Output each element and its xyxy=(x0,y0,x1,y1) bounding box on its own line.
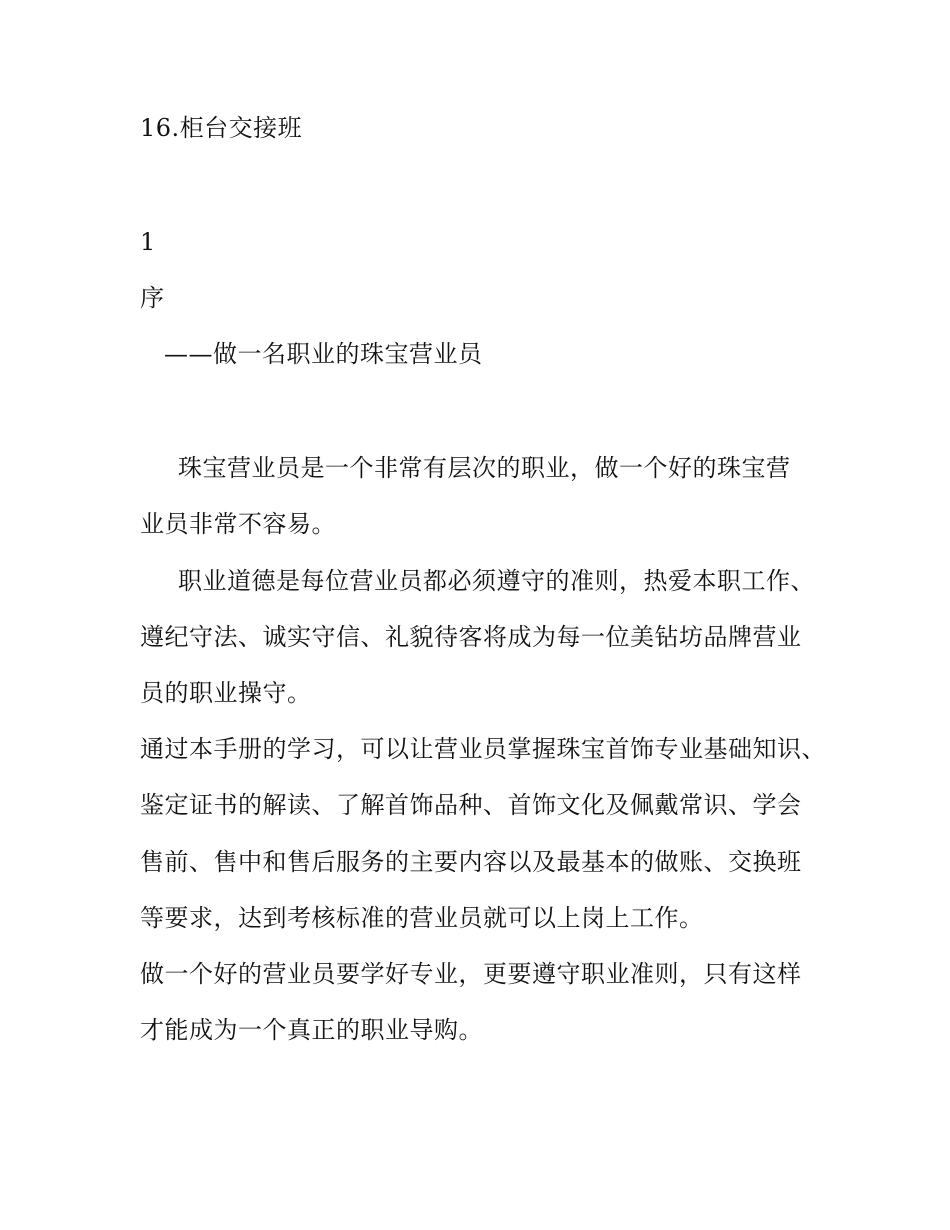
paragraph-line: 珠宝营业员是一个非常有层次的职业，做一个好的珠宝营 xyxy=(178,454,791,482)
paragraph-line: 遵纪守法、诚实守信、礼貌待客将成为每一位美钻坊品牌营业 xyxy=(140,623,802,651)
preface-subtitle: ——做一名职业的珠宝营业员 xyxy=(164,340,483,368)
section-heading: 16.柜台交接班 xyxy=(140,114,303,142)
paragraph-line: 员的职业操守。 xyxy=(140,679,312,707)
preface-title: 序 xyxy=(140,284,165,312)
paragraph-line: 通过本手册的学习，可以让营业员掌握珠宝首饰专业基础知识、 xyxy=(140,735,826,763)
paragraph-line: 鉴定证书的解读、了解首饰品种、首饰文化及佩戴常识、学会 xyxy=(140,791,802,819)
paragraph-line: 业员非常不容易。 xyxy=(140,510,336,538)
page-number: 1 xyxy=(140,228,156,256)
paragraph-line: 售前、售中和售后服务的主要内容以及最基本的做账、交换班 xyxy=(140,848,802,876)
paragraph-line: 等要求，达到考核标准的营业员就可以上岗上工作。 xyxy=(140,904,704,932)
paragraph-line: 才能成为一个真正的职业导购。 xyxy=(140,1016,483,1044)
paragraph-line: 职业道德是每位营业员都必须遵守的准则，热爱本职工作、 xyxy=(178,567,815,595)
paragraph-line: 做一个好的营业员要学好专业，更要遵守职业准则，只有这样 xyxy=(140,960,802,988)
